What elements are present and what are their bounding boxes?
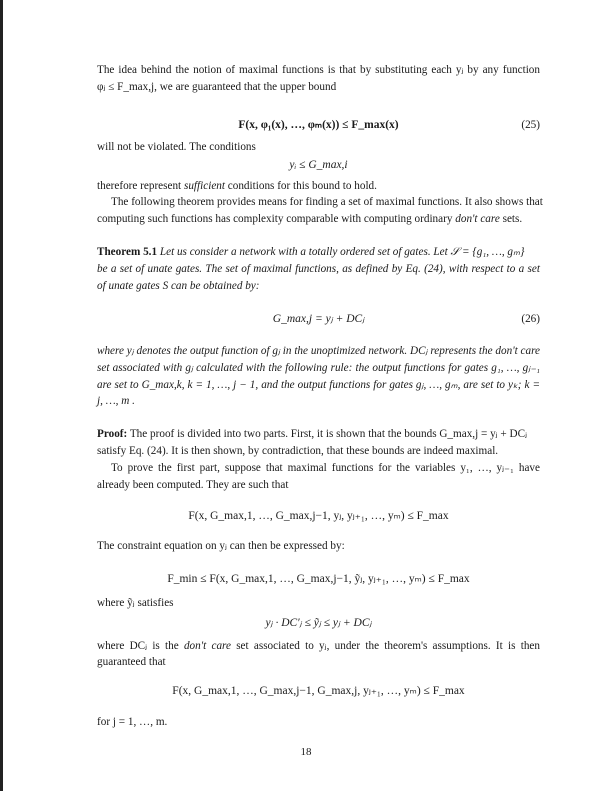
proof-line [97, 427, 540, 441]
text-line: be a set of unate gates. The set of maximal functions, as defined by Eq. (24), with respect to a set [97, 263, 540, 275]
equation-number: (25) [521, 119, 540, 131]
text-line: will not be violated. The conditions [97, 141, 256, 153]
text-line: of unate gates S can be obtained by: [97, 280, 260, 292]
theorem-line [97, 245, 540, 259]
text-line: where yⱼ denotes the output function of gⱼ in the unoptimized network. DCⱼ represents the don't care [97, 345, 540, 357]
text-line [97, 212, 540, 226]
text-line: To prove the first part, suppose that maximal functions for the variables y₁, …, yⱼ₋₁ have [111, 462, 540, 474]
text-line: j, …, m . [97, 395, 135, 407]
text: set associated to yⱼ, under the theorem's assumptions. It is then [230, 640, 540, 652]
text: sets. [499, 213, 523, 225]
text-line: φⱼ ≤ F_max,j, we are guaranteed that the upper bound [97, 81, 337, 93]
equation: yⱼ · DC′ⱼ ≤ ỹⱼ ≤ yⱼ + DCⱼ [265, 617, 372, 629]
text-line [97, 639, 540, 653]
proof-label: Proof: [97, 428, 128, 440]
equation: yᵢ ≤ G_max,i [289, 159, 348, 171]
text-line: The idea behind the notion of maximal functions is that by substituting each yⱼ by any function [97, 64, 540, 76]
text-line [97, 179, 540, 193]
emphasis: don't care [455, 213, 500, 225]
text-line: where ỹⱼ satisfies [97, 597, 174, 609]
text: computing such functions has complexity comparable with computing ordinary [97, 213, 456, 225]
text: The proof is divided into two parts. First, it is shown that the bounds G_max,j = yⱼ + DCⱼ [127, 428, 528, 440]
equation: F(x, G_max,1, …, G_max,j−1, yⱼ, yⱼ₊₁, …, yₘ) ≤ F_max [188, 510, 449, 522]
text-line: The constraint equation on yⱼ can then be expressed by: [97, 540, 345, 552]
theorem-label: Theorem 5.1 [97, 246, 158, 258]
text-line: guaranteed that [97, 656, 166, 668]
text-line: The following theorem provides means for finding a set of maximal functions. It also shows that [111, 196, 543, 208]
text: therefore represent [97, 180, 184, 192]
text: where DCⱼ is the [97, 640, 184, 652]
equation-25: F(x, φ₁(x), …, φₘ(x)) ≤ F_max(x) [238, 119, 399, 131]
text: Let us consider a network with a totally ordered set of gates. Let 𝒮 = {g₁, …, gₘ} [157, 246, 525, 258]
page-number: 18 [300, 746, 312, 758]
text-line: already been computed. They are such that [97, 479, 289, 491]
text-line: set associated with gⱼ calculated with the following rule: the output functions for gates g₁, …, gⱼ₋₁ [97, 362, 540, 374]
equation: F_min ≤ F(x, G_max,1, …, G_max,j−1, ỹⱼ, yⱼ₊₁, …, yₘ) ≤ F_max [167, 573, 470, 585]
emphasis: sufficient [183, 180, 225, 192]
equation: F(x, G_max,1, …, G_max,j−1, G_max,j, yⱼ₊₁, …, yₘ) ≤ F_max [172, 685, 465, 697]
text: conditions for this bound to hold. [224, 180, 377, 192]
text-line: for j = 1, …, m. [97, 716, 168, 728]
text-line: are set to G_max,k, k = 1, …, j − 1, and the output functions for gates gⱼ, …, gₘ, are set to yₖ; k = [97, 379, 540, 391]
equation-26: G_max,j = yⱼ + DCⱼ [272, 313, 365, 325]
text-line: satisfy Eq. (24). It is then shown, by contradiction, that these bounds are indeed maximal. [97, 445, 499, 457]
emphasis: don't care [183, 640, 231, 652]
equation-number: (26) [521, 313, 540, 325]
scan-edge [0, 0, 3, 791]
